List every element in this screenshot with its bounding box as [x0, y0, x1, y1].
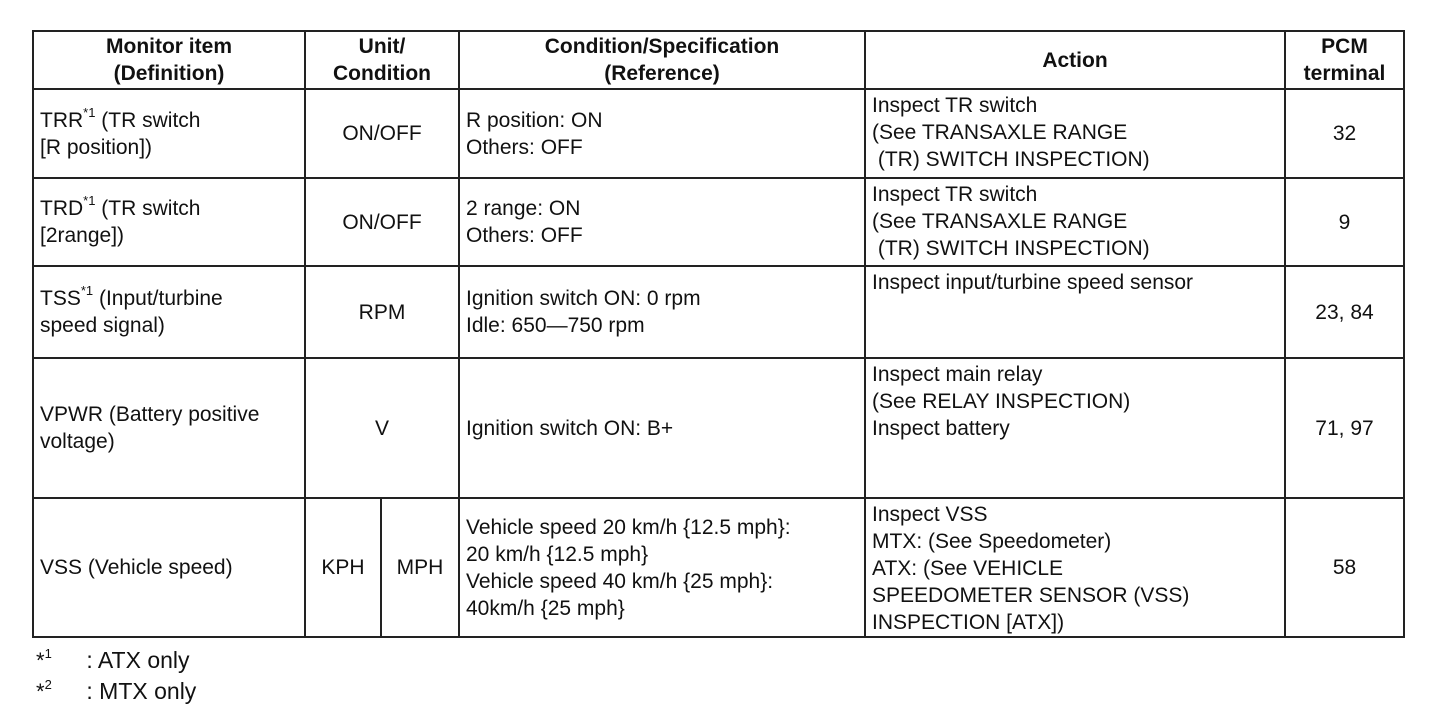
unit-kph-cell: KPH	[305, 498, 381, 637]
table-row	[33, 89, 1404, 178]
unit-cell: V	[305, 358, 459, 498]
monitor-item-table	[32, 30, 1405, 638]
monitor-item-cell: VPWR (Battery positive voltage)	[33, 358, 305, 498]
action-cell: Inspect main relay (See RELAY INSPECTION) Inspect battery	[865, 358, 1285, 498]
footnote-atx: *$^1$ : ATX only	[36, 645, 190, 673]
header-condition-specification: Condition/Specification (Reference)	[459, 31, 865, 89]
action-cell: Inspect VSS MTX: (See Speedometer) ATX: (See VEHICLE SPEEDOMETER SENSOR (VSS) INSPECTION [ATX])	[865, 498, 1285, 637]
table-row	[33, 178, 1404, 266]
action-cell: Inspect TR switch (See TRANSAXLE RANGE (TR) SWITCH INSPECTION)	[865, 178, 1285, 266]
pcm-terminal-cell: 9	[1285, 178, 1404, 266]
header-monitor-item: Monitor item (Definition)	[33, 31, 305, 89]
condition-cell: Vehicle speed 20 km/h {12.5 mph}: 20 km/h {12.5 mph} Vehicle speed 40 km/h {25 mph}: 40km/h {25 mph}	[459, 498, 865, 637]
pcm-terminal-cell: 32	[1285, 89, 1404, 178]
header-action: Action	[865, 31, 1285, 89]
monitor-item-cell: TRD$^{*1}$ (TR switch [2range])	[33, 178, 305, 266]
pcm-terminal-cell: 23, 84	[1285, 266, 1404, 358]
monitor-item-cell: VSS (Vehicle speed)	[33, 498, 305, 637]
table-row	[33, 358, 1404, 498]
unit-cell: ON/OFF	[305, 178, 459, 266]
footnotes	[36, 645, 196, 707]
header-unit-condition: Unit/ Condition	[305, 31, 459, 89]
unit-cell: ON/OFF	[305, 89, 459, 178]
pcm-terminal-cell: 58	[1285, 498, 1404, 637]
condition-cell: Ignition switch ON: B+	[459, 358, 865, 498]
table-row	[33, 498, 1404, 637]
table-row	[33, 266, 1404, 358]
action-cell: Inspect input/turbine speed sensor	[865, 266, 1285, 358]
table-header-row	[33, 31, 1404, 89]
pcm-terminal-cell: 71, 97	[1285, 358, 1404, 498]
footnote-mtx: *$^2$ : MTX only	[36, 676, 197, 704]
monitor-item-cell: TSS$^{*1}$ (Input/turbine speed signal)	[33, 266, 305, 358]
unit-mph-cell: MPH	[381, 498, 459, 637]
condition-cell: R position: ON Others: OFF	[459, 89, 865, 178]
header-pcm-terminal: PCM terminal	[1285, 31, 1404, 89]
unit-cell: RPM	[305, 266, 459, 358]
condition-cell: 2 range: ON Others: OFF	[459, 178, 865, 266]
condition-cell: Ignition switch ON: 0 rpm Idle: 650—750 rpm	[459, 266, 865, 358]
monitor-item-cell: TRR$^{*1}$ (TR switch [R position])	[33, 89, 305, 178]
action-cell: Inspect TR switch (See TRANSAXLE RANGE (TR) SWITCH INSPECTION)	[865, 89, 1285, 178]
